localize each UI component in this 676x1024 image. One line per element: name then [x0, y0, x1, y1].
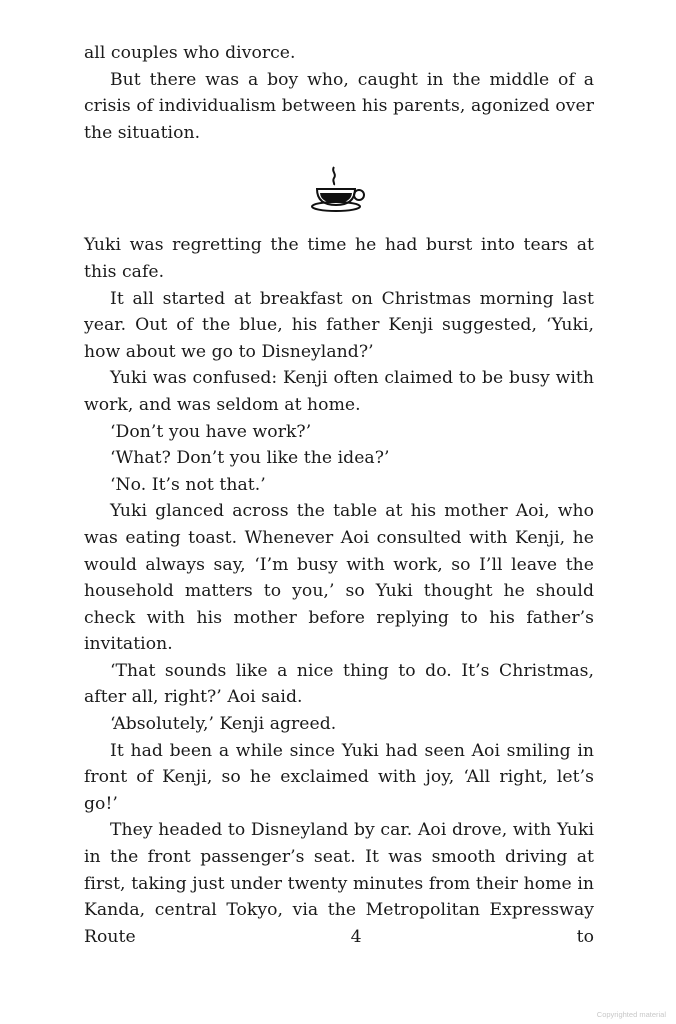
paragraph: But there was a boy who, caught in the middle of a crisis of individualism between his parents, agonized over the situation. — [84, 69, 594, 143]
paragraph: Yuki was confused: Kenji often claimed to be busy with work, and was seldom at home. — [84, 368, 594, 415]
paragraph: Yuki was regretting the time he had burst into tears at this cafe. — [84, 235, 594, 282]
dialogue-line: ‘What? Don’t you like the idea?’ — [110, 448, 390, 469]
paragraph: They headed to Disneyland by car. Aoi drove, with Yuki in the front passenger’s seat. It was smooth driving at first, taking just under twenty minutes from their home in Kanda, central Tokyo, via the Metropolitan Expressway Route 4 to — [84, 820, 594, 947]
paragraph: It had been a while since Yuki had seen Aoi smiling in front of Kenji, so he exclaimed with joy, ‘All right, let’s go!’ — [84, 740, 594, 814]
book-page — [84, 40, 594, 950]
dialogue-line: ‘No. It’s not that.’ — [110, 474, 266, 495]
paragraph: It all started at breakfast on Christmas morning last year. Out of the blue, his father Kenji suggested, ‘Yuki, how about we go to Disneyland?’ — [84, 288, 594, 362]
paragraph: ‘That sounds like a nice thing to do. It’s Christmas, after all, right?’ Aoi said. — [84, 660, 594, 708]
copyright-watermark: Copyrighted material — [596, 1010, 666, 1019]
coffee-cup-icon — [308, 165, 370, 213]
dialogue-line: ‘Absolutely,’ Kenji agreed. — [110, 714, 337, 735]
paragraph: all couples who divorce. — [84, 43, 296, 63]
dialogue-line: ‘Don’t you have work?’ — [110, 421, 312, 442]
section-break — [84, 146, 594, 232]
paragraph: Yuki glanced across the table at his mother Aoi, who was eating toast. Whenever Aoi consulted with Kenji, he would always say, ‘I’m busy with work, so I’ll leave the household matters to you,’ so Yuki thought he should check with his mother before replying to his father’s invitation. — [84, 501, 594, 655]
